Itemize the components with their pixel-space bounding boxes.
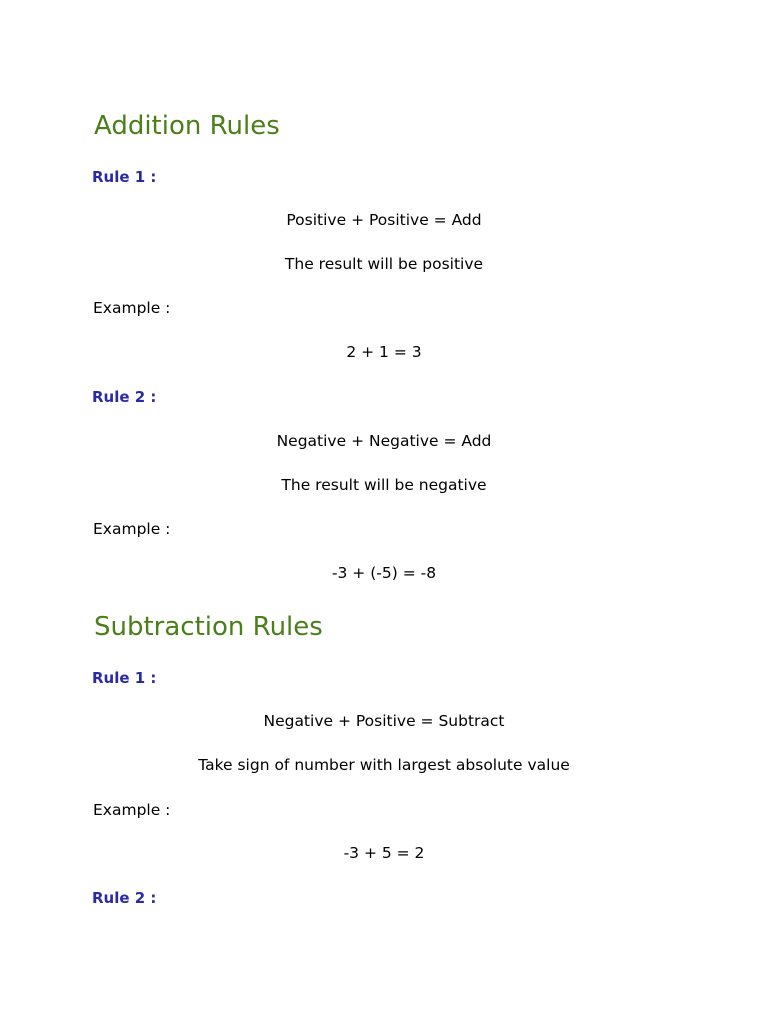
addition-rule-1-label: Rule 1 : (92, 168, 157, 186)
subtraction-rule-1-formula: Negative + Positive = Subtract (263, 712, 505, 730)
addition-rule-2-example: -3 + (-5) = -8 (331, 564, 437, 582)
addition-rule-2-note: The result will be negative (281, 476, 487, 494)
addition-rule-2-formula: Negative + Negative = Add (276, 432, 492, 450)
addition-rule-2-label: Rule 2 : (92, 388, 157, 406)
addition-rule-1-example: 2 + 1 = 3 (346, 343, 422, 361)
subtraction-rule-1-note: Take sign of number with largest absolute value (198, 756, 570, 774)
subtraction-rule-2-label: Rule 2 : (92, 889, 157, 907)
addition-rule-1-formula: Positive + Positive = Add (286, 211, 482, 229)
subtraction-rule-1-example: -3 + 5 = 2 (343, 844, 425, 862)
subtraction-heading: Subtraction Rules (94, 612, 323, 642)
addition-heading: Addition Rules (94, 111, 280, 141)
addition-rule-1-note: The result will be positive (284, 255, 484, 273)
subtraction-rule-1-label: Rule 1 : (92, 669, 157, 687)
addition-rule-2-example-label: Example : (93, 520, 171, 538)
subtraction-rule-1-example-label: Example : (93, 801, 171, 819)
addition-rule-1-example-label: Example : (93, 299, 171, 317)
